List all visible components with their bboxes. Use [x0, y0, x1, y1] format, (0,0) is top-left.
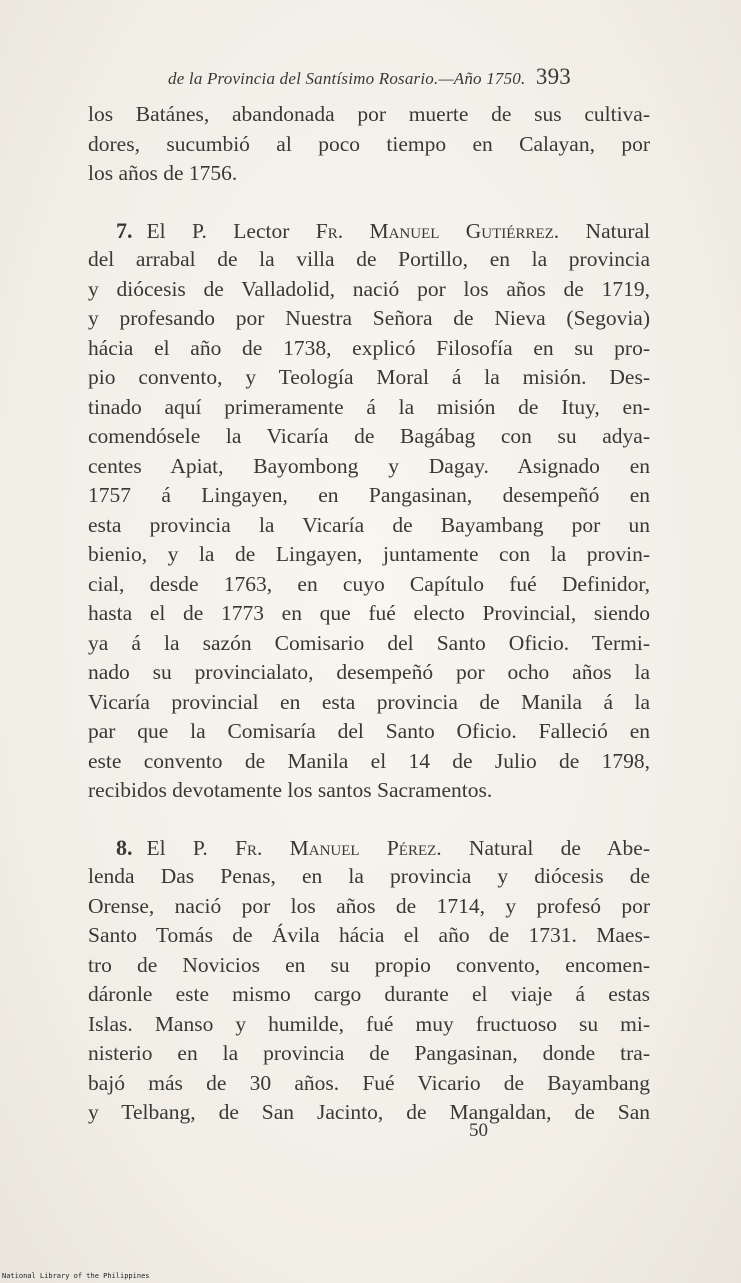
text-line: ya á la sazón Comisario del Santo Oficio. Termi-	[88, 630, 650, 655]
running-header	[168, 64, 638, 104]
entry-name: Fr. Manuel Gutiérrez.	[315, 218, 560, 243]
text-line: y profesando por Nuestra Señora de Nieva (Segovia)	[88, 306, 650, 330]
text-line: 1757 á Lingayen, en Pangasinan, desempeñó en	[88, 483, 650, 507]
text-line: dores, sucumbió al poco tiempo en Calayan, por	[88, 131, 650, 156]
text-line: Orense, nació por los años de 1714, y profesó por	[88, 893, 650, 918]
text-line: esta provincia la Vicaría de Bayambang por un	[88, 512, 650, 537]
text-line: hasta el de 1773 en que fué electo Provincial, siendo	[88, 601, 650, 625]
text-line: bajó más de 30 años. Fué Vicario de Bayambang	[88, 1070, 650, 1095]
text-line: nado su provincialato, desempeñó por ocho años la	[88, 660, 650, 684]
text-line: centes Apiat, Bayombong y Dagay. Asignado en	[88, 453, 650, 478]
text-line: hácia el año de 1738, explicó Filosofía en su pro-	[88, 335, 650, 360]
text-line: pio convento, y Teología Moral á la misión. Des-	[88, 365, 650, 389]
entry-8-heading-line	[88, 833, 650, 863]
text-line: Islas. Manso y humilde, fué muy fructuoso su mi-	[88, 1011, 650, 1036]
text-line: bienio, y la de Lingayen, juntamente con la provin-	[88, 542, 650, 566]
text-line: cial, desde 1763, en cuyo Capítulo fué Definidor,	[88, 571, 650, 596]
text-line: Santo Tomás de Ávila hácia el año de 1731. Maes-	[88, 923, 650, 947]
text-line: los Batánes, abandonada por muerte de sus cultiva-	[88, 102, 650, 126]
text-line: y diócesis de Valladolid, nació por los años de 1719,	[88, 276, 650, 301]
text-line: nisterio en la provincia de Pangasinan, donde tra-	[88, 1041, 650, 1065]
entry-title-prefix: El P. Lector	[146, 218, 316, 243]
signature-mark: 50	[469, 1120, 488, 1141]
entry-7-heading-line	[88, 216, 650, 246]
text-line: recibidos devotamente los santos Sacramentos.	[88, 778, 493, 802]
entry-number: 7.	[116, 217, 133, 243]
page-number: 393	[535, 64, 572, 89]
running-title: de la Provincia del Santísimo Rosario.—Año 1750.	[168, 69, 526, 88]
text-line: los años de 1756.	[88, 161, 238, 185]
entry-name: Fr. Manuel Pérez.	[235, 835, 442, 860]
library-credit: National Library of the Philippines	[2, 1272, 150, 1280]
entry-first-line-rest: Natural	[559, 218, 651, 243]
text-line: del arrabal de la villa de Portillo, en la provincia	[88, 247, 650, 271]
entry-first-line-rest: Natural de Abe-	[441, 835, 650, 860]
text-line: comendósele la Vicaría de Bagábag con su adya-	[88, 424, 650, 448]
text-line: lenda Das Penas, en la provincia y diócesis de	[88, 864, 650, 888]
paragraph-gap	[88, 806, 650, 833]
text-line: tinado aquí primeramente á la misión de Ituy, en-	[88, 394, 650, 419]
text-line: tro de Novicios en su propio convento, encomen-	[88, 952, 650, 977]
body-text	[88, 100, 650, 1128]
text-line: par que la Comisaría del Santo Oficio. Falleció en	[88, 719, 650, 743]
entry-title-prefix: El P.	[146, 835, 236, 860]
entry-number: 8.	[116, 834, 133, 860]
text-line: Vicaría provincial en esta provincia de Manila á la	[88, 689, 650, 714]
text-line: dáronle este mismo cargo durante el viaje á estas	[88, 982, 650, 1006]
text-line: y Telbang, de San Jacinto, de Mangaldan, de San	[88, 1100, 650, 1124]
paragraph-gap	[88, 189, 650, 216]
text-line: este convento de Manila el 14 de Julio de 1798,	[88, 748, 650, 773]
